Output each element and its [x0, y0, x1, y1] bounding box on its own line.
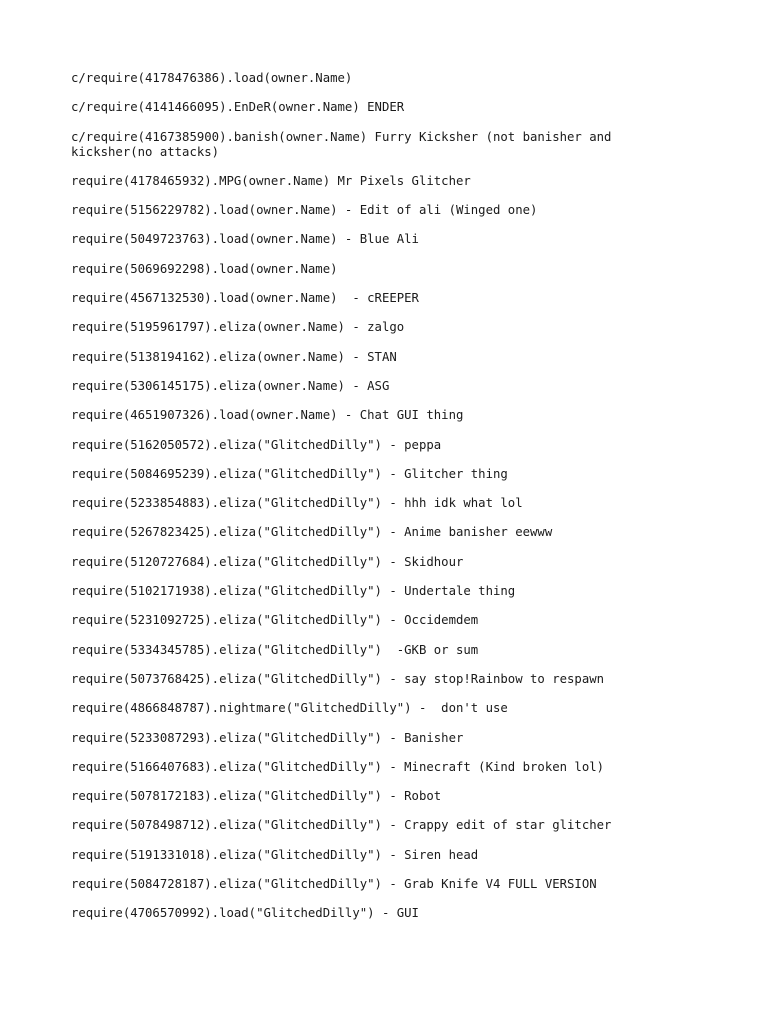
text-line: c/require(4141466095).EnDeR(owner.Name) ENDER	[71, 100, 405, 115]
text-line: require(5195961797).eliza(owner.Name) - zalgo	[71, 320, 405, 335]
text-line: require(4567132530).load(owner.Name) - cREEPER	[71, 291, 419, 306]
text-line: require(5334345785).eliza("GlitchedDilly") -GKB or sum	[71, 642, 479, 657]
text-line: require(5049723763).load(owner.Name) - Blue Ali	[71, 232, 419, 247]
text-line: require(4706570992).load("GlitchedDilly") - GUI	[71, 906, 419, 921]
text-line: require(5191331018).eliza("GlitchedDilly") - Siren head	[71, 847, 479, 862]
text-line: require(5138194162).eliza(owner.Name) - STAN	[71, 349, 397, 364]
text-line: require(4651907326).load(owner.Name) - Chat GUI thing	[71, 408, 464, 423]
text-line: require(5162050572).eliza("GlitchedDilly") - peppa	[71, 437, 442, 452]
text-line: require(5233854883).eliza("GlitchedDilly") - hhh idk what lol	[71, 496, 523, 511]
text-line: require(5078172183).eliza("GlitchedDilly") - Robot	[71, 789, 442, 804]
text-line: require(5233087293).eliza("GlitchedDilly") - Banisher	[71, 730, 464, 745]
text-line: require(4178465932).MPG(owner.Name) Mr Pixels Glitcher	[71, 173, 471, 188]
text-line: require(5102171938).eliza("GlitchedDilly") - Undertale thing	[71, 584, 516, 599]
text-line: require(5120727684).eliza("GlitchedDilly") - Skidhour	[71, 554, 464, 569]
text-line: require(5231092725).eliza("GlitchedDilly") - Occidemdem	[71, 613, 479, 628]
text-line: require(5306145175).eliza(owner.Name) - ASG	[71, 378, 390, 393]
text-line: require(5084695239).eliza("GlitchedDilly") - Glitcher thing	[71, 466, 508, 481]
text-lines	[71, 71, 631, 936]
text-line: require(5078498712).eliza("GlitchedDilly") - Crappy edit of star glitcher	[71, 818, 612, 833]
text-line: require(4866848787).nightmare("GlitchedDilly") - don't use	[71, 701, 508, 716]
text-line: require(5156229782).load(owner.Name) - Edit of ali (Winged one)	[71, 203, 538, 218]
text-line: c/require(4167385900).banish(owner.Name) Furry Kicksher (not banisher and kicksher(no attacks)	[71, 129, 619, 159]
text-line: require(5069692298).load(owner.Name)	[71, 261, 338, 276]
text-line: require(5166407683).eliza("GlitchedDilly") - Minecraft (Kind broken lol)	[71, 759, 605, 774]
text-line: require(5084728187).eliza("GlitchedDilly") - Grab Knife V4 FULL VERSION	[71, 877, 597, 892]
text-line: require(5267823425).eliza("GlitchedDilly") - Anime banisher eewww	[71, 525, 553, 540]
text-line: require(5073768425).eliza("GlitchedDilly") - say stop!Rainbow to respawn	[71, 671, 605, 686]
text-line: c/require(4178476386).load(owner.Name)	[71, 71, 353, 85]
